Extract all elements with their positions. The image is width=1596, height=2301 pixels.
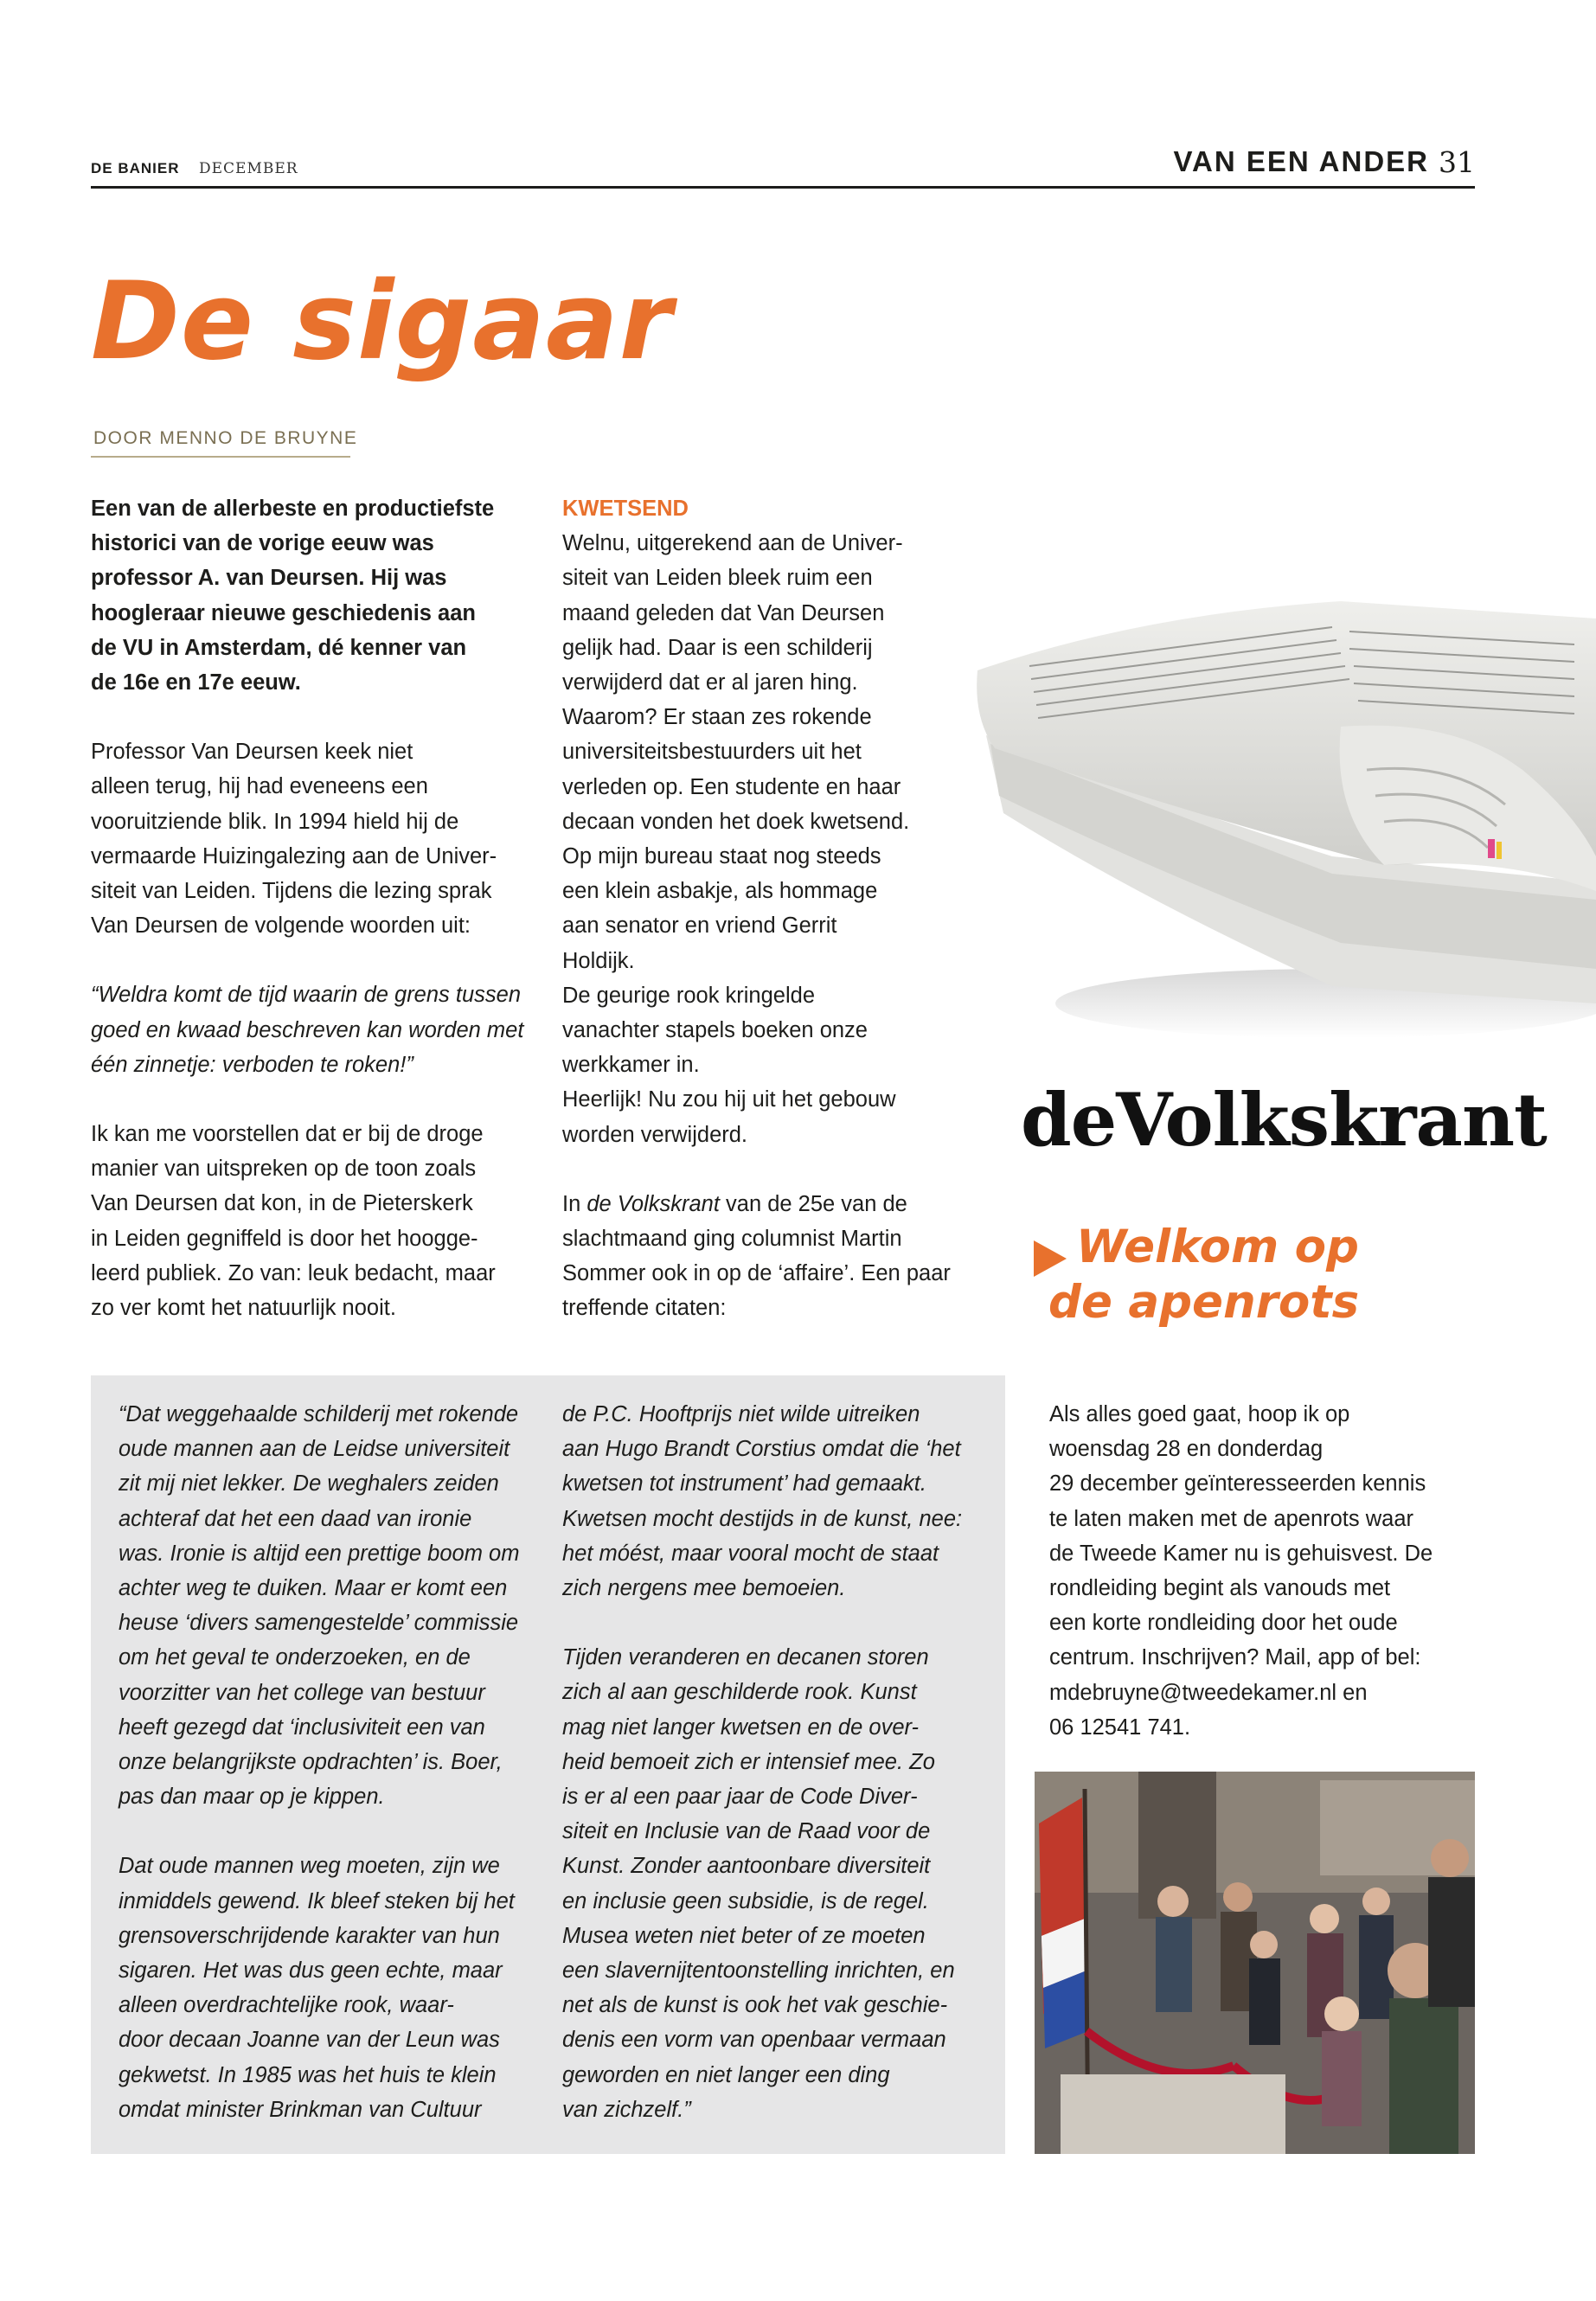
quote-box-column-2 [562, 1397, 995, 2127]
byline-rule [91, 456, 350, 458]
tour-group-photo [1035, 1772, 1475, 2154]
sidebar-body [1049, 1397, 1482, 1745]
header-rule [91, 186, 1475, 189]
paragraph: Professor Van Deursen keek niet alleen terug, hij had eveneens een vooruitziende blik. In 1994 hield hij de vermaarde Huizingalezing aan de Univer- siteit van Leiden. Tijdens die lezing sprak Van Deursen de volgende woorden uit: [91, 740, 497, 939]
quote-paragraph: “Weldra komt de tijd waarin de grens tussen goed en kwaad beschreven kan worden met één zinnetje: verboden te roken!” [91, 983, 524, 1077]
section-title: VAN EEN ANDER [1173, 145, 1429, 177]
quote-paragraph: “Dat weggehaalde schilderij met rokende oude mannen aan de Leidse universiteit zit mij niet lekker. De weghalers zeiden achteraf dat het een daad van ironie was. Ironie is altijd een prettige boom om achter weg te duiken. Maar er komt een heuse ‘divers samengestelde’ commissie om het geval te onderzoeken, en de voorzitter van het college van bestuur heeft gezegd dat ‘inclusiviteit een van onze belangrijkste opdrachten’ is. Boer, pas dan maar op je kippen. [119, 1402, 520, 1810]
sidebar-title-line-1: Welkom op [1076, 1221, 1359, 1273]
byline: DOOR MENNO DE BRUYNE [93, 428, 358, 448]
text: van de 25e van de [719, 1191, 907, 1216]
subheading: KWETSEND [562, 497, 689, 521]
text-lines: slachtmaand ging columnist Martin Sommer ook in op de ‘affaire’. Een paar treffende citaten: [562, 1227, 951, 1321]
article-column-1 [91, 491, 541, 1325]
text: In [562, 1191, 587, 1216]
volkskrant-logo: deVolkskrant [1021, 1077, 1547, 1163]
article-column-2 [562, 491, 995, 1326]
quote-box-column-1 [119, 1397, 551, 2127]
paragraph [562, 1187, 995, 1326]
quote-paragraph: Tijden veranderen en decanen storen zich al aan geschilderde rook. Kunst mag niet langer kwetsen en de over- heid bemoeit zich er intensief mee. Zo is er al een paar jaar de Code Diver- siteit en Inclusie van de Raad voor de Kunst. Zonder aantoonbare diversiteit en inclusie geen subsidie, is de regel. Musea weten niet beter of ze moeten een slavernijtentoonstelling inrichten, en net als de kunst is ook het vak geschie- denis een vorm van openbaar vermaan geworden en niet langer een ding van zichzelf.” [562, 1645, 955, 2122]
quote-paragraph: de P.C. Hooftprijs niet wilde uitreiken aan Hugo Brandt Corstius omdat die ‘het kwetsen tot instrument’ had gemaakt. Kwetsen mocht destijds in de kunst, nee: het móést, maar vooral mocht de staat zich nergens mee bemoeien. [562, 1402, 963, 1601]
paragraph: Welnu, uitgerekend aan de Univer- siteit van Leiden bleek ruim een maand geleden dat Van Deursen gelijk had. Daar is een schilderij verwijderd dat er al jaren hing. Waarom? Er staan zes rokende universiteitsbestuurders uit het verleden op. Een studente en haar decaan vonden het doek kwetsend. Op mijn bureau staat nog steeds een klein asbakje, als hommage aan senator en vriend Gerrit Holdijk. De geurige rook kringelde vanachter stapels boeken onze werkkamer in. Heerlijk! Nu zou hij uit het gebouw worden verwijderd. [562, 531, 910, 1147]
quote-paragraph: Dat oude mannen weg moeten, zijn we inmiddels gewend. Ik bleef steken bij het grensoverschrijdende karakter van hun sigaren. Het was dus geen echte, maar alleen overdrachtelijke rook, waar- door decaan Joanne van der Leun was gekwetst. In 1985 was het huis te klein omdat minister Brinkman van Cultuur [119, 1854, 515, 2122]
paragraph: Ik kan me voorstellen dat er bij de droge manier van uitspreken op de toon zoals Van Deursen dat kon, in de Pieterskerk in Leiden gegniffeld is door het hoogge- leerd publiek. Zo van: leuk bedacht, maar zo ver komt het natuurlijk nooit. [91, 1122, 496, 1321]
sidebar-title-line-2: de apenrots [1048, 1276, 1360, 1329]
sidebar-paragraph: Als alles goed gaat, hoop ik op woensdag 28 en donderdag 29 december geïnteresseerden kennis te laten maken met de apenrots waar de Tweede Kamer nu is gehuisvest. De rondleiding begint als vanouds met een korte rondleiding door het oude centrum. Inschrijven? Mail, app of bel: mdebruyne@tweedekamer.nl en 06 12541 741. [1049, 1402, 1433, 1740]
sidebar-title [1048, 1220, 1359, 1330]
publication-name: DE BANIER [91, 160, 180, 176]
page-number: 31 [1439, 145, 1475, 179]
article-title: De sigaar [91, 260, 673, 384]
newspaper-image [969, 597, 1596, 1051]
issue-month: DECEMBER [199, 160, 298, 177]
newspaper-name: de Volkskrant [586, 1191, 720, 1216]
lead-paragraph: Een van de allerbeste en productiefste historici van de vorige eeuw was professor A. van Deursen. Hij was hoogleraar nieuwe geschiedenis aan de VU in Amsterdam, dé kenner van de 16e en 17e eeuw. [91, 497, 495, 695]
